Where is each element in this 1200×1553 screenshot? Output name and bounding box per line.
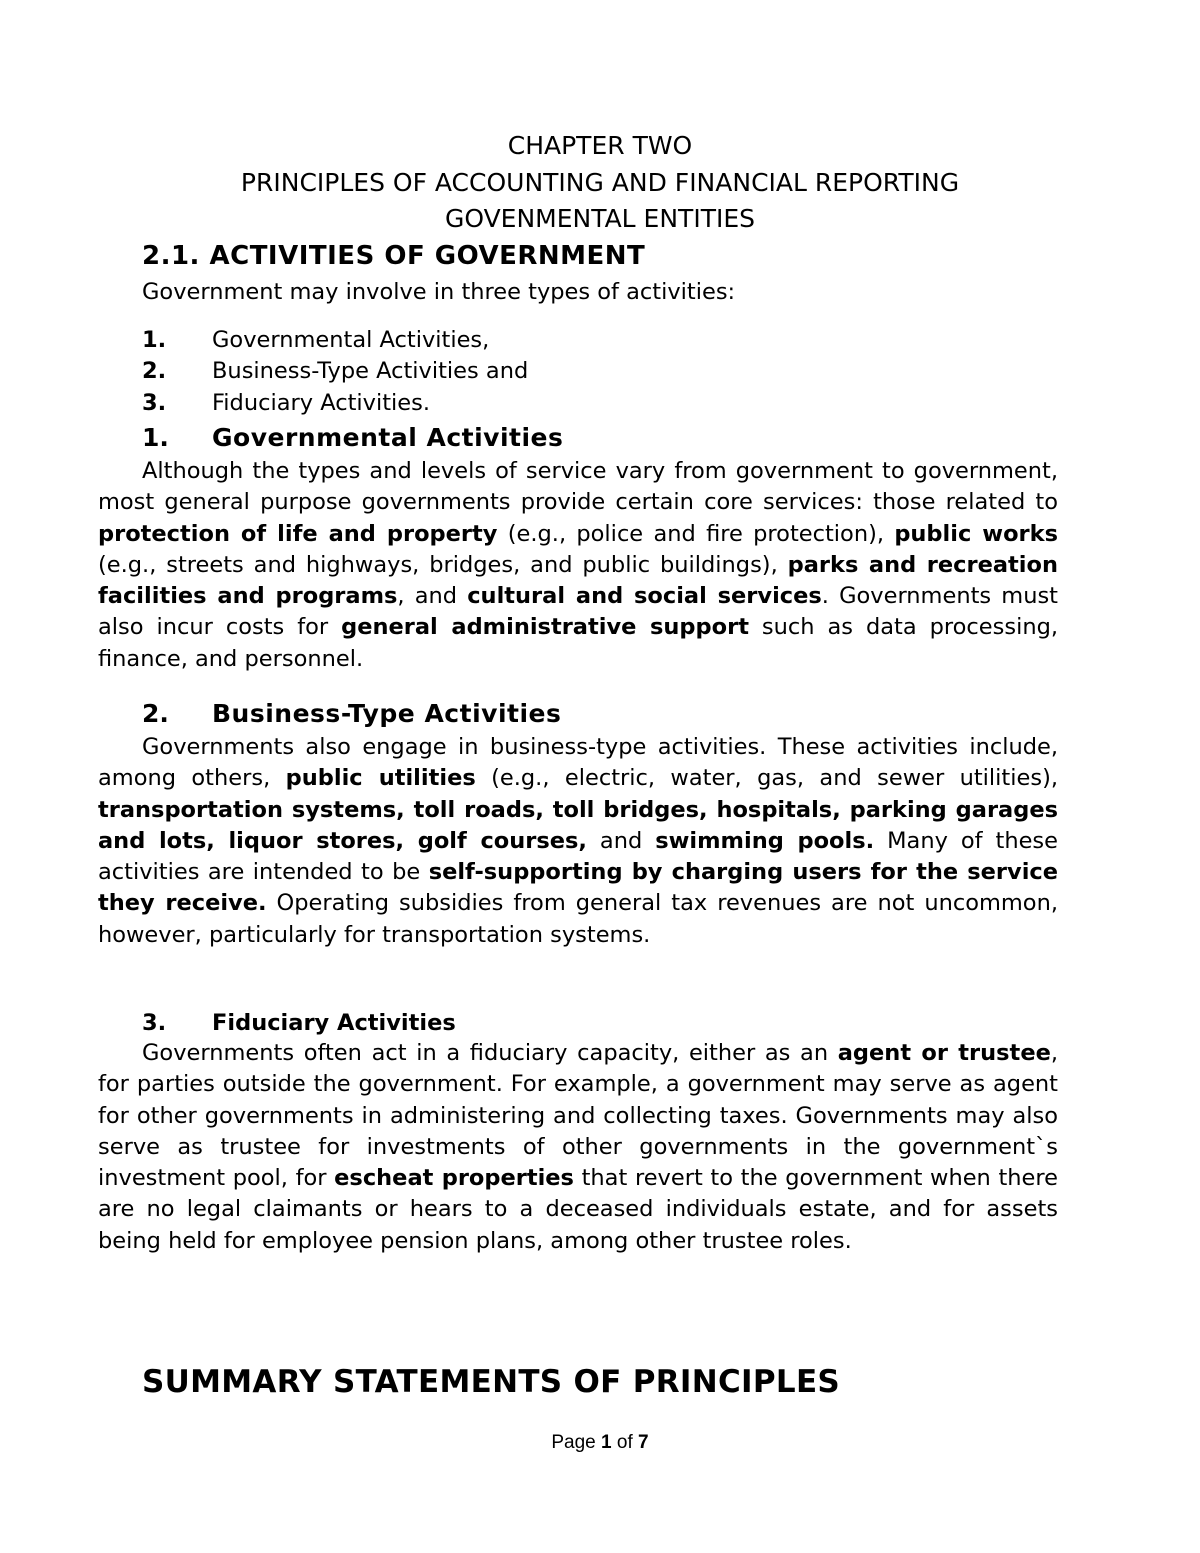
footer-page-total: 7: [638, 1432, 649, 1453]
list-item-text: Fiduciary Activities.: [212, 390, 431, 416]
section-heading: 2.1. ACTIVITIES OF GOVERNMENT: [142, 241, 646, 271]
list-item-number: 2.: [142, 358, 167, 384]
governmental-paragraph: Although the types and levels of service vary from government to government, most general purpose governments provide certain core services: those related to protection of life and property (e.g., police and fire protection), public works (e.g., streets and highways, bridges, and public buildings), parks and recreation facilities and programs, and cultural and social services. Governments must also incur costs for general administrative support such as data processing, finance, and personnel.: [98, 458, 1059, 672]
list-item-text: Business-Type Activities and: [212, 358, 529, 384]
business-number: 2.: [142, 699, 169, 728]
governmental-heading: Governmental Activities: [212, 423, 564, 452]
business-paragraph: Governments also engage in business-type activities. These activities include, among others, public utilities (e.g., electric, water, gas, and sewer utilities), transportation systems, toll roads, toll bridges, hospitals, parking garages and lots, liquor stores, golf courses, and swimming pools. Many of these activities are intended to be self-supporting by charging users for the service they receive. Operating subsidies from general tax revenues are not uncommon, however, particularly for transportation systems.: [98, 734, 1059, 948]
list-item-number: 1.: [142, 327, 167, 353]
footer-page-word: Page: [551, 1432, 596, 1453]
chapter-label: CHAPTER TWO: [507, 131, 693, 160]
section-intro: Government may involve in three types of activities:: [142, 279, 736, 305]
summary-heading: SUMMARY STATEMENTS OF PRINCIPLES: [142, 1364, 841, 1400]
governmental-number: 1.: [142, 423, 169, 452]
list-item-number: 3.: [142, 390, 167, 416]
footer-of-word: of: [616, 1432, 633, 1453]
business-heading: Business-Type Activities: [212, 699, 562, 728]
page-footer: [0, 1430, 1200, 1456]
footer-page-number: 1: [601, 1432, 612, 1453]
chapter-title: PRINCIPLES OF ACCOUNTING AND FINANCIAL REPORTING: [240, 168, 960, 197]
fiduciary-paragraph: Governments often act in a fiduciary capacity, either as an agent or trustee, for parties outside the government. For example, a government may serve as agent for other governments in administering and collecting taxes. Governments may also serve as trustee for investments of other governments in the government`s investment pool, for escheat properties that revert to the government when there are no legal claimants or hears to a deceased individuals estate, and for assets being held for employee pension plans, among other trustee roles.: [98, 1040, 1058, 1254]
fiduciary-number: 3.: [142, 1010, 167, 1036]
list-item-text: Governmental Activities,: [212, 327, 490, 353]
fiduciary-heading: Fiduciary Activities: [212, 1010, 456, 1036]
chapter-subtitle: GOVENMENTAL ENTITIES: [444, 204, 756, 233]
